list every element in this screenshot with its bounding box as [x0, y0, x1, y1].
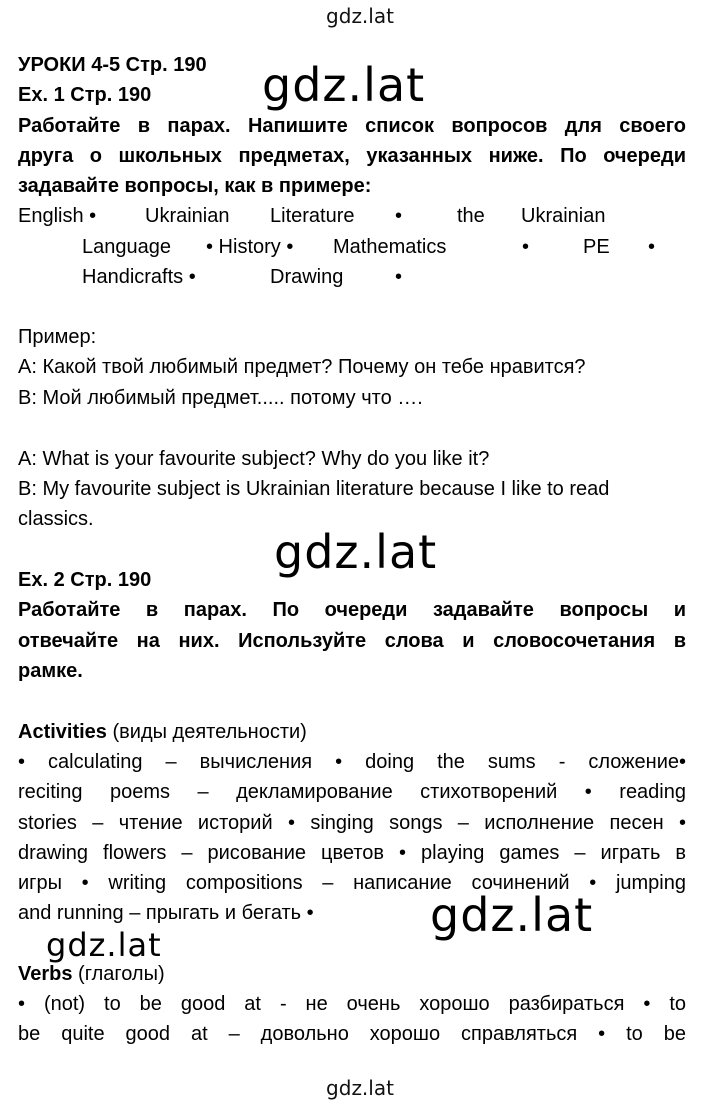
- activities-line: reciting poems – декламирование стихотворений • reading: [18, 781, 686, 803]
- subject-bullet: •: [648, 236, 656, 258]
- subject-item: Literature: [270, 205, 355, 227]
- lesson-heading: УРОКИ 4-5 Стр. 190: [18, 54, 207, 76]
- subject-item: Mathematics: [333, 236, 447, 258]
- ex1-task-line: задавайте вопросы, как в примере:: [18, 175, 372, 197]
- watermark-large: gdz.lat: [430, 888, 594, 942]
- example-en-line: B: My favourite subject is Ukrainian literature because I like to read: [18, 478, 610, 500]
- ex1-task-line: Работайте в парах. Напишите список вопросов для своего: [18, 115, 686, 137]
- subject-item: the: [457, 205, 485, 227]
- activities-line: • calculating – вычисления • doing the sums - сложение•: [18, 751, 686, 773]
- activities-line: игры • writing compositions – написание сочинений • jumping: [18, 872, 686, 894]
- ex2-task-line: Работайте в парах. По очереди задавайте вопросы и: [18, 599, 686, 621]
- example-en-line: classics.: [18, 508, 94, 530]
- subject-item: PE: [583, 236, 610, 258]
- activities-note: (виды деятельности): [112, 721, 307, 743]
- subject-bullet: •: [522, 236, 530, 258]
- activities-heading: [18, 717, 686, 747]
- activities-line: and running – прыгать и бегать •: [18, 902, 314, 924]
- ex2-task-line: отвечайте на них. Используйте слова и словосочетания в: [18, 630, 686, 652]
- subject-item: Ukrainian: [145, 205, 230, 227]
- activities-line: drawing flowers – рисование цветов • playing games – играть в: [18, 842, 686, 864]
- subject-item: • History •: [206, 236, 294, 258]
- watermark-large: gdz.lat: [274, 525, 438, 579]
- example-label: Пример:: [18, 326, 97, 348]
- subject-bullet: •: [395, 266, 403, 288]
- subject-item: Handicrafts •: [82, 266, 196, 288]
- watermark-bottom: gdz.lat: [326, 1076, 394, 1100]
- subject-item: Language: [82, 236, 171, 258]
- example-ru-line: В: Мой любимый предмет..... потому что ….: [18, 387, 423, 409]
- ex2-task-line: рамке.: [18, 660, 83, 682]
- example-ru-line: А: Какой твой любимый предмет? Почему он тебе нравится?: [18, 356, 586, 378]
- subject-item: Ukrainian: [521, 205, 606, 227]
- verbs-note: (глаголы): [78, 963, 165, 985]
- subject-item: Drawing: [270, 266, 344, 288]
- activities-title: Activities: [18, 721, 107, 743]
- example-en-line: A: What is your favourite subject? Why do you like it?: [18, 448, 490, 470]
- verbs-line: be quite good at – довольно хорошо справляться • to be: [18, 1023, 686, 1045]
- ex1-task-line: друга о школьных предметах, указанных ниже. По очереди: [18, 145, 686, 167]
- verbs-title: Verbs: [18, 963, 73, 985]
- verbs-line: • (not) to be good at - не очень хорошо разбираться • to: [18, 993, 686, 1015]
- subject-item: English •: [18, 205, 97, 227]
- watermark-top: gdz.lat: [326, 4, 394, 28]
- subject-bullet: •: [395, 205, 403, 227]
- activities-line: stories – чтение историй • singing songs – исполнение песен •: [18, 812, 686, 834]
- watermark-large: gdz.lat: [262, 58, 426, 112]
- watermark-large: gdz.lat: [46, 926, 162, 964]
- ex2-heading: Ex. 2 Стр. 190: [18, 569, 152, 591]
- ex1-heading: Ex. 1 Стр. 190: [18, 84, 152, 106]
